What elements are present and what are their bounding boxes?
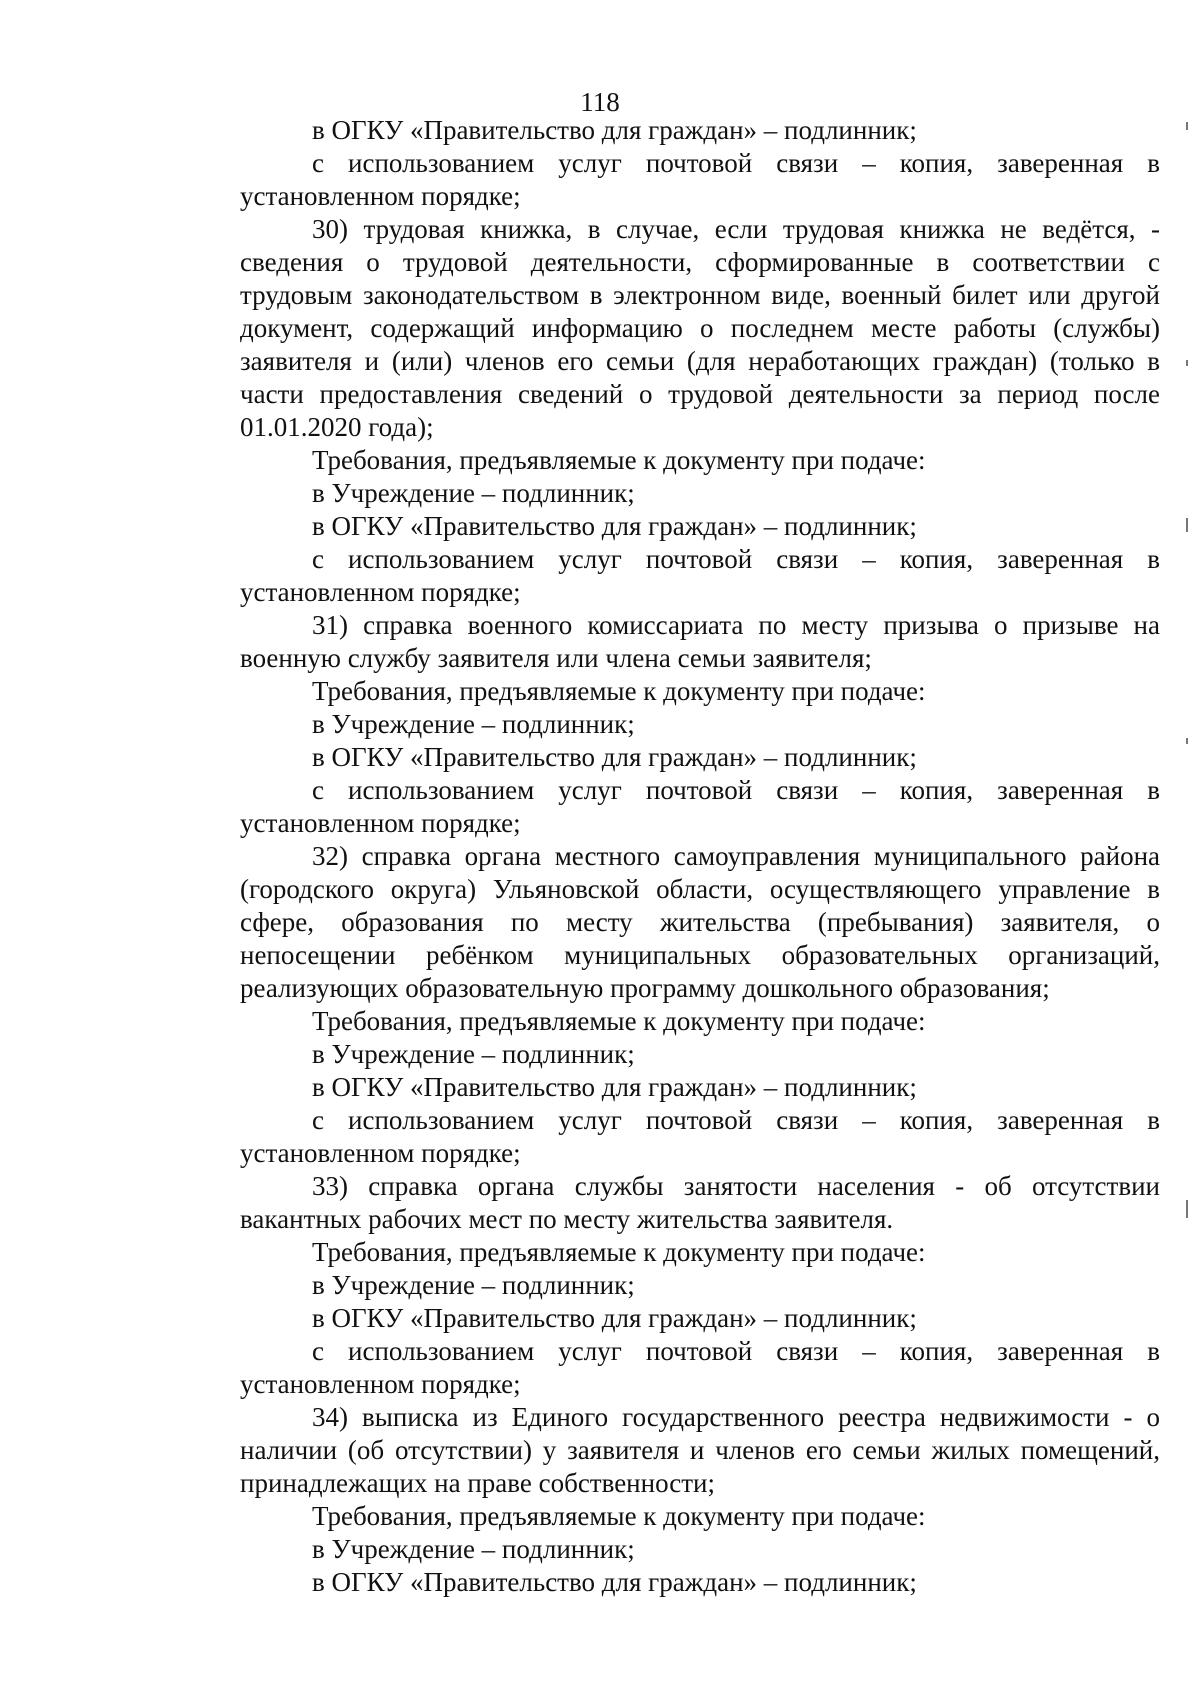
paragraph: 33) справка органа службы занятости населения - об отсутствии вакантных рабочих мест по месту жительства заявителя. (240, 1171, 1160, 1234)
paragraph: в Учреждение – подлинник; (312, 1039, 635, 1069)
paragraph: с использованием услуг почтовой связи – копия, заверенная в установленном порядке; (240, 775, 1160, 838)
paragraph: с использованием услуг почтовой связи – копия, заверенная в установленном порядке; (240, 148, 1160, 211)
scan-artifact-mark (1186, 122, 1188, 130)
page-number: 118 (580, 87, 620, 117)
paragraph: Требования, предъявляемые к документу при подаче: (312, 1501, 926, 1531)
paragraph: 32) справка органа местного самоуправления муниципального района (городского округа) Ульяновской области, осуществляющего управление в сфере, образования по месту жительства (пребывания) заявителя, о непосещении ребёнком муниципальных образовательных организаций, реализующих образовательную программу дошкольного образования; (240, 841, 1160, 1003)
paragraph: в Учреждение – подлинник; (312, 478, 635, 508)
scan-artifact-mark (1186, 738, 1188, 744)
paragraph: в ОГКУ «Правительство для граждан» – подлинник; (312, 742, 917, 772)
document-body (240, 114, 1160, 1599)
scan-artifact-mark (1186, 1200, 1188, 1218)
paragraph: с использованием услуг почтовой связи – копия, заверенная в установленном порядке; (240, 1105, 1160, 1168)
scan-artifact-mark (1186, 518, 1188, 532)
paragraph: 31) справка военного комиссариата по месту призыва о призыве на военную службу заявителя или члена семьи заявителя; (240, 610, 1160, 673)
paragraph: в ОГКУ «Правительство для граждан» – подлинник; (312, 1072, 917, 1102)
paragraph: 30) трудовая книжка, в случае, если трудовая книжка не ведётся, - сведения о трудовой деятельности, сформированные в соответствии с трудовым законодательством в электронном виде, военный билет или другой документ, содержащий информацию о последнем месте работы (службы) заявителя и (или) членов его семьи (для неработающих граждан) (только в части предоставления сведений о трудовой деятельности за период после 01.01.2020 года); (240, 214, 1160, 442)
paragraph: в Учреждение – подлинник; (312, 709, 635, 739)
paragraph: 34) выписка из Единого государственного реестра недвижимости - о наличии (об отсутствии) у заявителя и членов его семьи жилых помещений, принадлежащих на праве собственности; (240, 1402, 1160, 1498)
scan-artifact-mark (1186, 360, 1188, 366)
paragraph: Требования, предъявляемые к документу при подаче: (312, 1237, 926, 1267)
paragraph: в Учреждение – подлинник; (312, 1270, 635, 1300)
paragraph: в ОГКУ «Правительство для граждан» – подлинник; (312, 511, 917, 541)
paragraph: Требования, предъявляемые к документу при подаче: (312, 676, 926, 706)
paragraph: с использованием услуг почтовой связи – копия, заверенная в установленном порядке; (240, 544, 1160, 607)
paragraph: в ОГКУ «Правительство для граждан» – подлинник; (312, 1303, 917, 1333)
paragraph: в ОГКУ «Правительство для граждан» – подлинник; (312, 1567, 917, 1597)
paragraph: с использованием услуг почтовой связи – копия, заверенная в установленном порядке; (240, 1336, 1160, 1399)
paragraph: в ОГКУ «Правительство для граждан» – подлинник; (312, 115, 917, 145)
paragraph: Требования, предъявляемые к документу при подаче: (312, 1006, 926, 1036)
paragraph: Требования, предъявляемые к документу при подаче: (312, 445, 926, 475)
paragraph: в Учреждение – подлинник; (312, 1534, 635, 1564)
